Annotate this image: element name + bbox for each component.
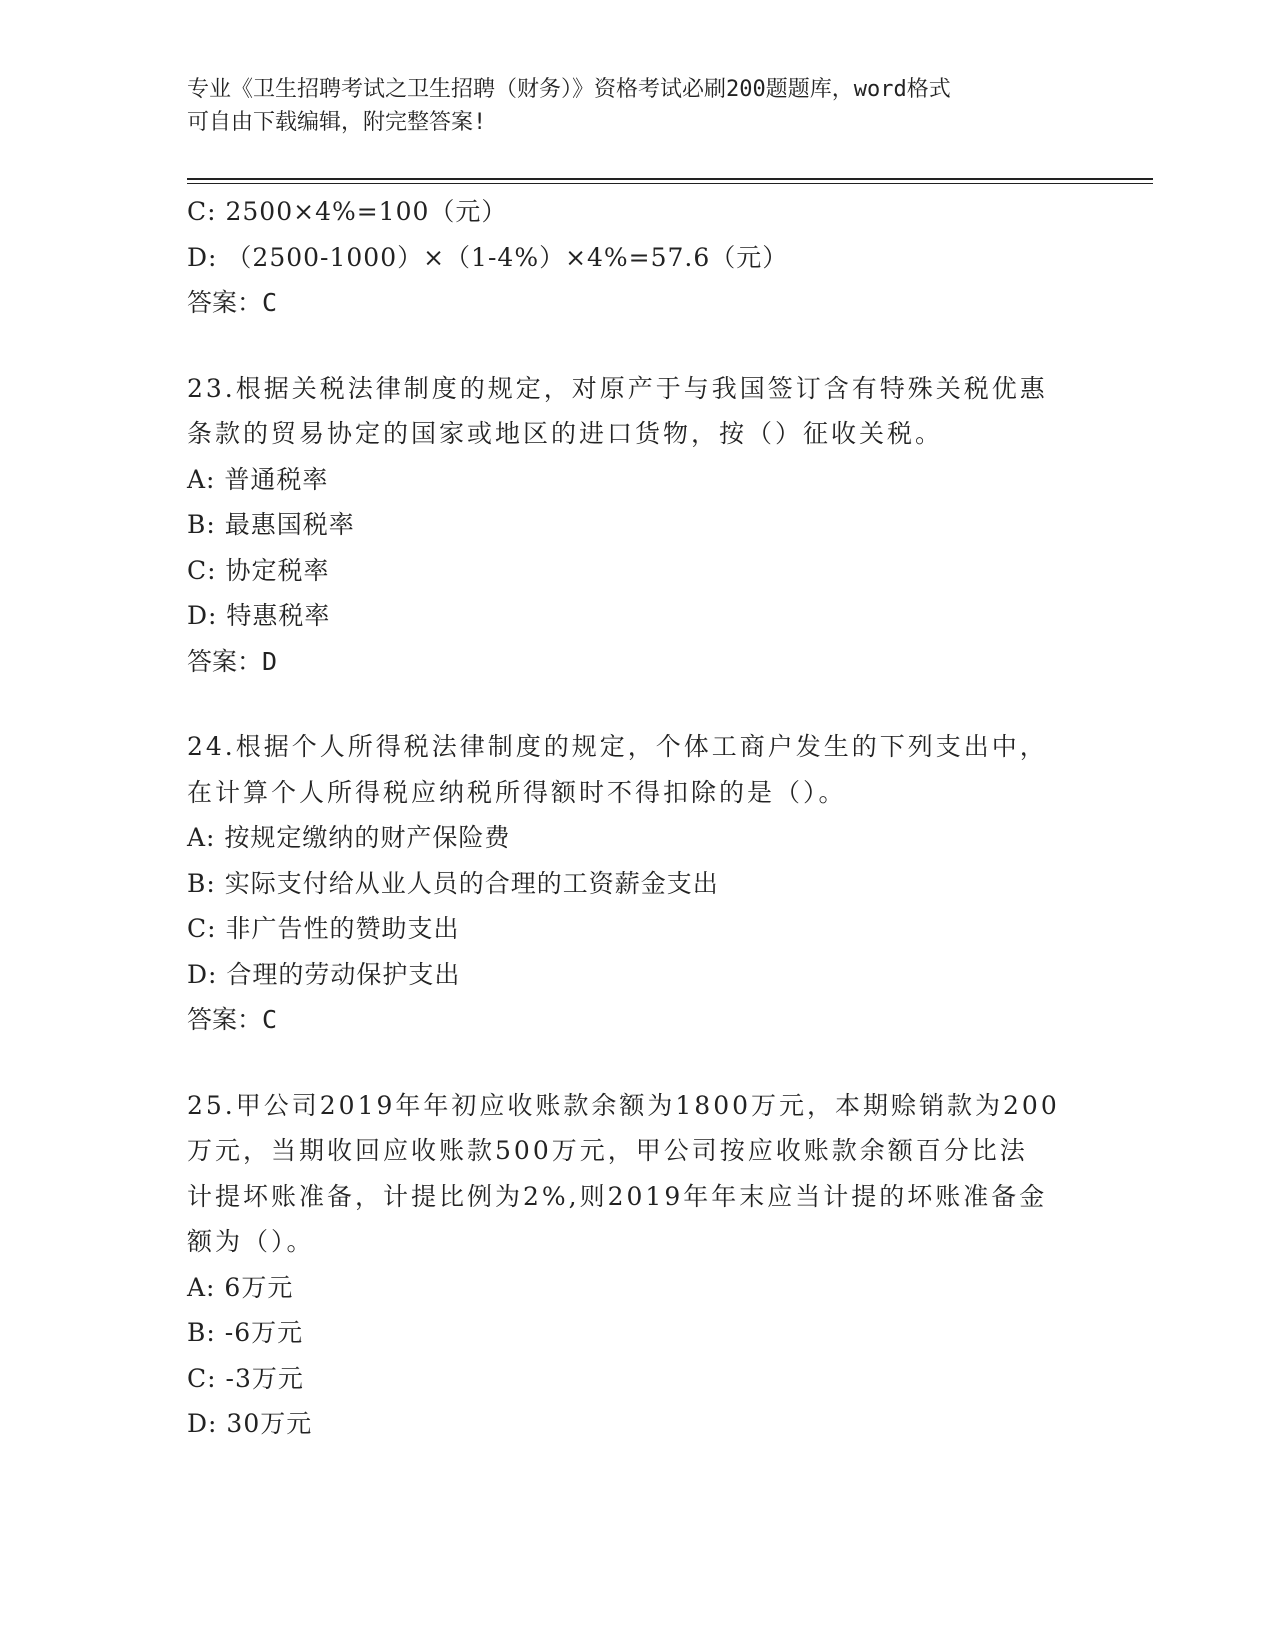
- option-a: A: 普通税率: [187, 464, 329, 494]
- option-b: B: 实际支付给从业人员的合理的工资薪金支出: [187, 868, 719, 898]
- answer-label: 答案：C: [187, 1005, 278, 1034]
- option-c: C: 协定税率: [187, 555, 330, 585]
- prev-question: [187, 189, 1087, 326]
- option-c: C: 非广告性的赞助支出: [187, 914, 460, 943]
- stem-line: 23.根据关税法律制度的规定，对原产于与我国签订含有特殊关税优惠: [187, 373, 1048, 403]
- option-d: D: 特惠税率: [187, 601, 331, 630]
- question-stem: [187, 366, 1087, 457]
- document-header: [187, 73, 1067, 139]
- question-gap: [187, 326, 1087, 366]
- option-a: A: 6万元: [187, 1272, 294, 1302]
- question-gap: [187, 1043, 1087, 1083]
- stem-line: 条款的贸易协定的国家或地区的进口货物，按（）征收关税。: [187, 419, 944, 448]
- question-23: [187, 366, 1087, 685]
- stem-line: 25.甲公司2019年年初应收账款余额为1800万元，本期赊销款为200: [187, 1090, 1060, 1120]
- question-gap: [187, 684, 1087, 724]
- option-b: B: 最惠国税率: [187, 510, 355, 539]
- question-stem: [187, 1083, 1087, 1265]
- option-a: A: 按规定缴纳的财产保险费: [187, 823, 511, 852]
- stem-line: 在计算个人所得税应纳税所得额时不得扣除的是（）。: [187, 777, 847, 807]
- answer-label: 答案：C: [187, 288, 278, 317]
- header-line-1: 专业《卫生招聘考试之卫生招聘（财务）》资格考试必刷200题题库，word格式: [187, 77, 951, 102]
- stem-line: 万元，当期收回应收账款500万元，甲公司按应收账款余额百分比法: [187, 1136, 1028, 1165]
- stem-line: 额为（）。: [187, 1227, 315, 1256]
- question-24: [187, 724, 1087, 1043]
- option-d: D: 30万元: [187, 1409, 313, 1438]
- document-body: [187, 189, 1087, 1447]
- header-rule-thin: [187, 183, 1153, 184]
- option-d: D: 合理的劳动保护支出: [187, 959, 461, 989]
- header-line-2: 可自由下载编辑，附完整答案!: [187, 110, 487, 135]
- question-25: [187, 1083, 1087, 1447]
- stem-line: 24.根据个人所得税法律制度的规定，个体工商户发生的下列支出中，: [187, 732, 1048, 761]
- question-stem: [187, 724, 1087, 815]
- option-b: B: -6万元: [187, 1318, 304, 1347]
- option-d: D: （2500-1000）×（1-4%）×4%=57.6（元）: [187, 242, 789, 272]
- header-rule-thick: [187, 178, 1153, 180]
- answer-label: 答案：D: [187, 646, 278, 676]
- option-c: C: 2500×4%=100（元）: [187, 197, 508, 226]
- option-c: C: -3万元: [187, 1363, 304, 1393]
- stem-line: 计提坏账准备，计提比例为2%,则2019年年末应当计提的坏账准备金: [187, 1181, 1048, 1211]
